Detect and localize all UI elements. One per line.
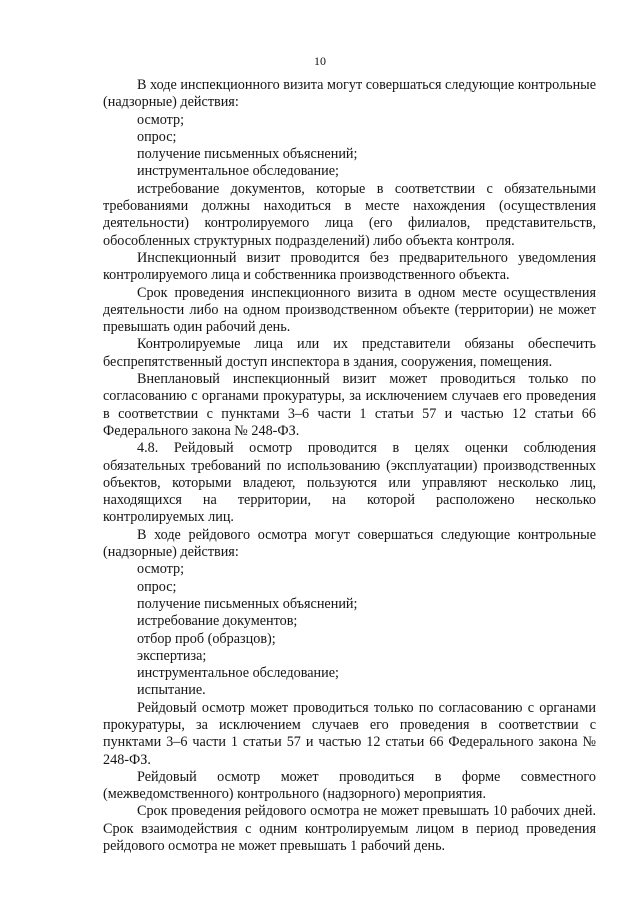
list-item: осмотр; [137,561,185,578]
paragraph: В ходе инспекционного визита могут совершаться следующие контрольные (надзорные) действия: [103,77,596,111]
list-item: истребование документов; [137,613,298,630]
paragraph: Рейдовый осмотр может проводиться в форме совместного (межведомственного) контрольного (надзорного) мероприятия. [103,768,596,803]
list-item: получение письменных объяснений; [137,146,358,163]
list-item: инструментальное обследование; [137,163,339,180]
paragraph: Инспекционный визит проводится без предварительного уведомления контролируемого лица и собственника производственного объекта. [103,249,596,284]
paragraph: истребование документов, которые в соответствии с обязательными требованиями должны находиться в месте нахождения (осуществления деятельности) контролируемого лица (его филиалов, представительств, обособленных структурных подразделений) либо объекта контроля. [103,180,596,249]
list-item: испытание. [137,682,206,699]
list-item: опрос; [137,578,177,595]
list-item: получение письменных объяснений; [137,595,358,612]
list-item: экспертиза; [137,647,207,664]
paragraph: В ходе рейдового осмотра могут совершаться следующие контрольные (надзорные) действия: [103,526,596,561]
document-body [103,77,596,855]
paragraph: Контролируемые лица или их представители обязаны обеспечить беспрепятственный доступ инспектора в здания, сооружения, помещения. [103,336,596,370]
list-item: отбор проб (образцов); [137,630,276,647]
paragraph: Срок проведения инспекционного визита в одном месте осуществления деятельности либо на одном производственном объекте (территории) не может превышать один рабочий день. [103,284,596,336]
list-item: опрос; [137,128,177,145]
paragraph: Внеплановый инспекционный визит может проводиться только по согласованию с органами прокуратуры, за исключением случаев его проведения в соответствии с пунктами 3–6 части 1 статьи 57 и частью 12 статьи 66 Федерального закона № 248-ФЗ. [103,371,596,439]
paragraph: Рейдовый осмотр может проводиться только по согласованию с органами прокуратуры, за исключением случаев его проведения в соответствии с пунктами 3–6 части 1 статьи 57 и частью 12 статьи 66 Федерального закона № 248-ФЗ. [103,699,596,768]
paragraph: Срок проведения рейдового осмотра не может превышать 10 рабочих дней. Срок взаимодействия с одним контролируемым лицом в период проведения рейдового осмотра не может превышать 1 рабочий день. [103,803,596,855]
page-number: 10 [314,54,326,68]
paragraph: 4.8. Рейдовый осмотр проводится в целях оценки соблюдения обязательных требований по использованию (эксплуатации) производственных объектов, которыми владеют, пользуются или управляют несколько лиц, находящихся на территории, на которой расположено несколько контролируемых лиц. [103,440,596,526]
list-item: инструментальное обследование; [137,665,339,682]
list-item: осмотр; [137,111,185,128]
